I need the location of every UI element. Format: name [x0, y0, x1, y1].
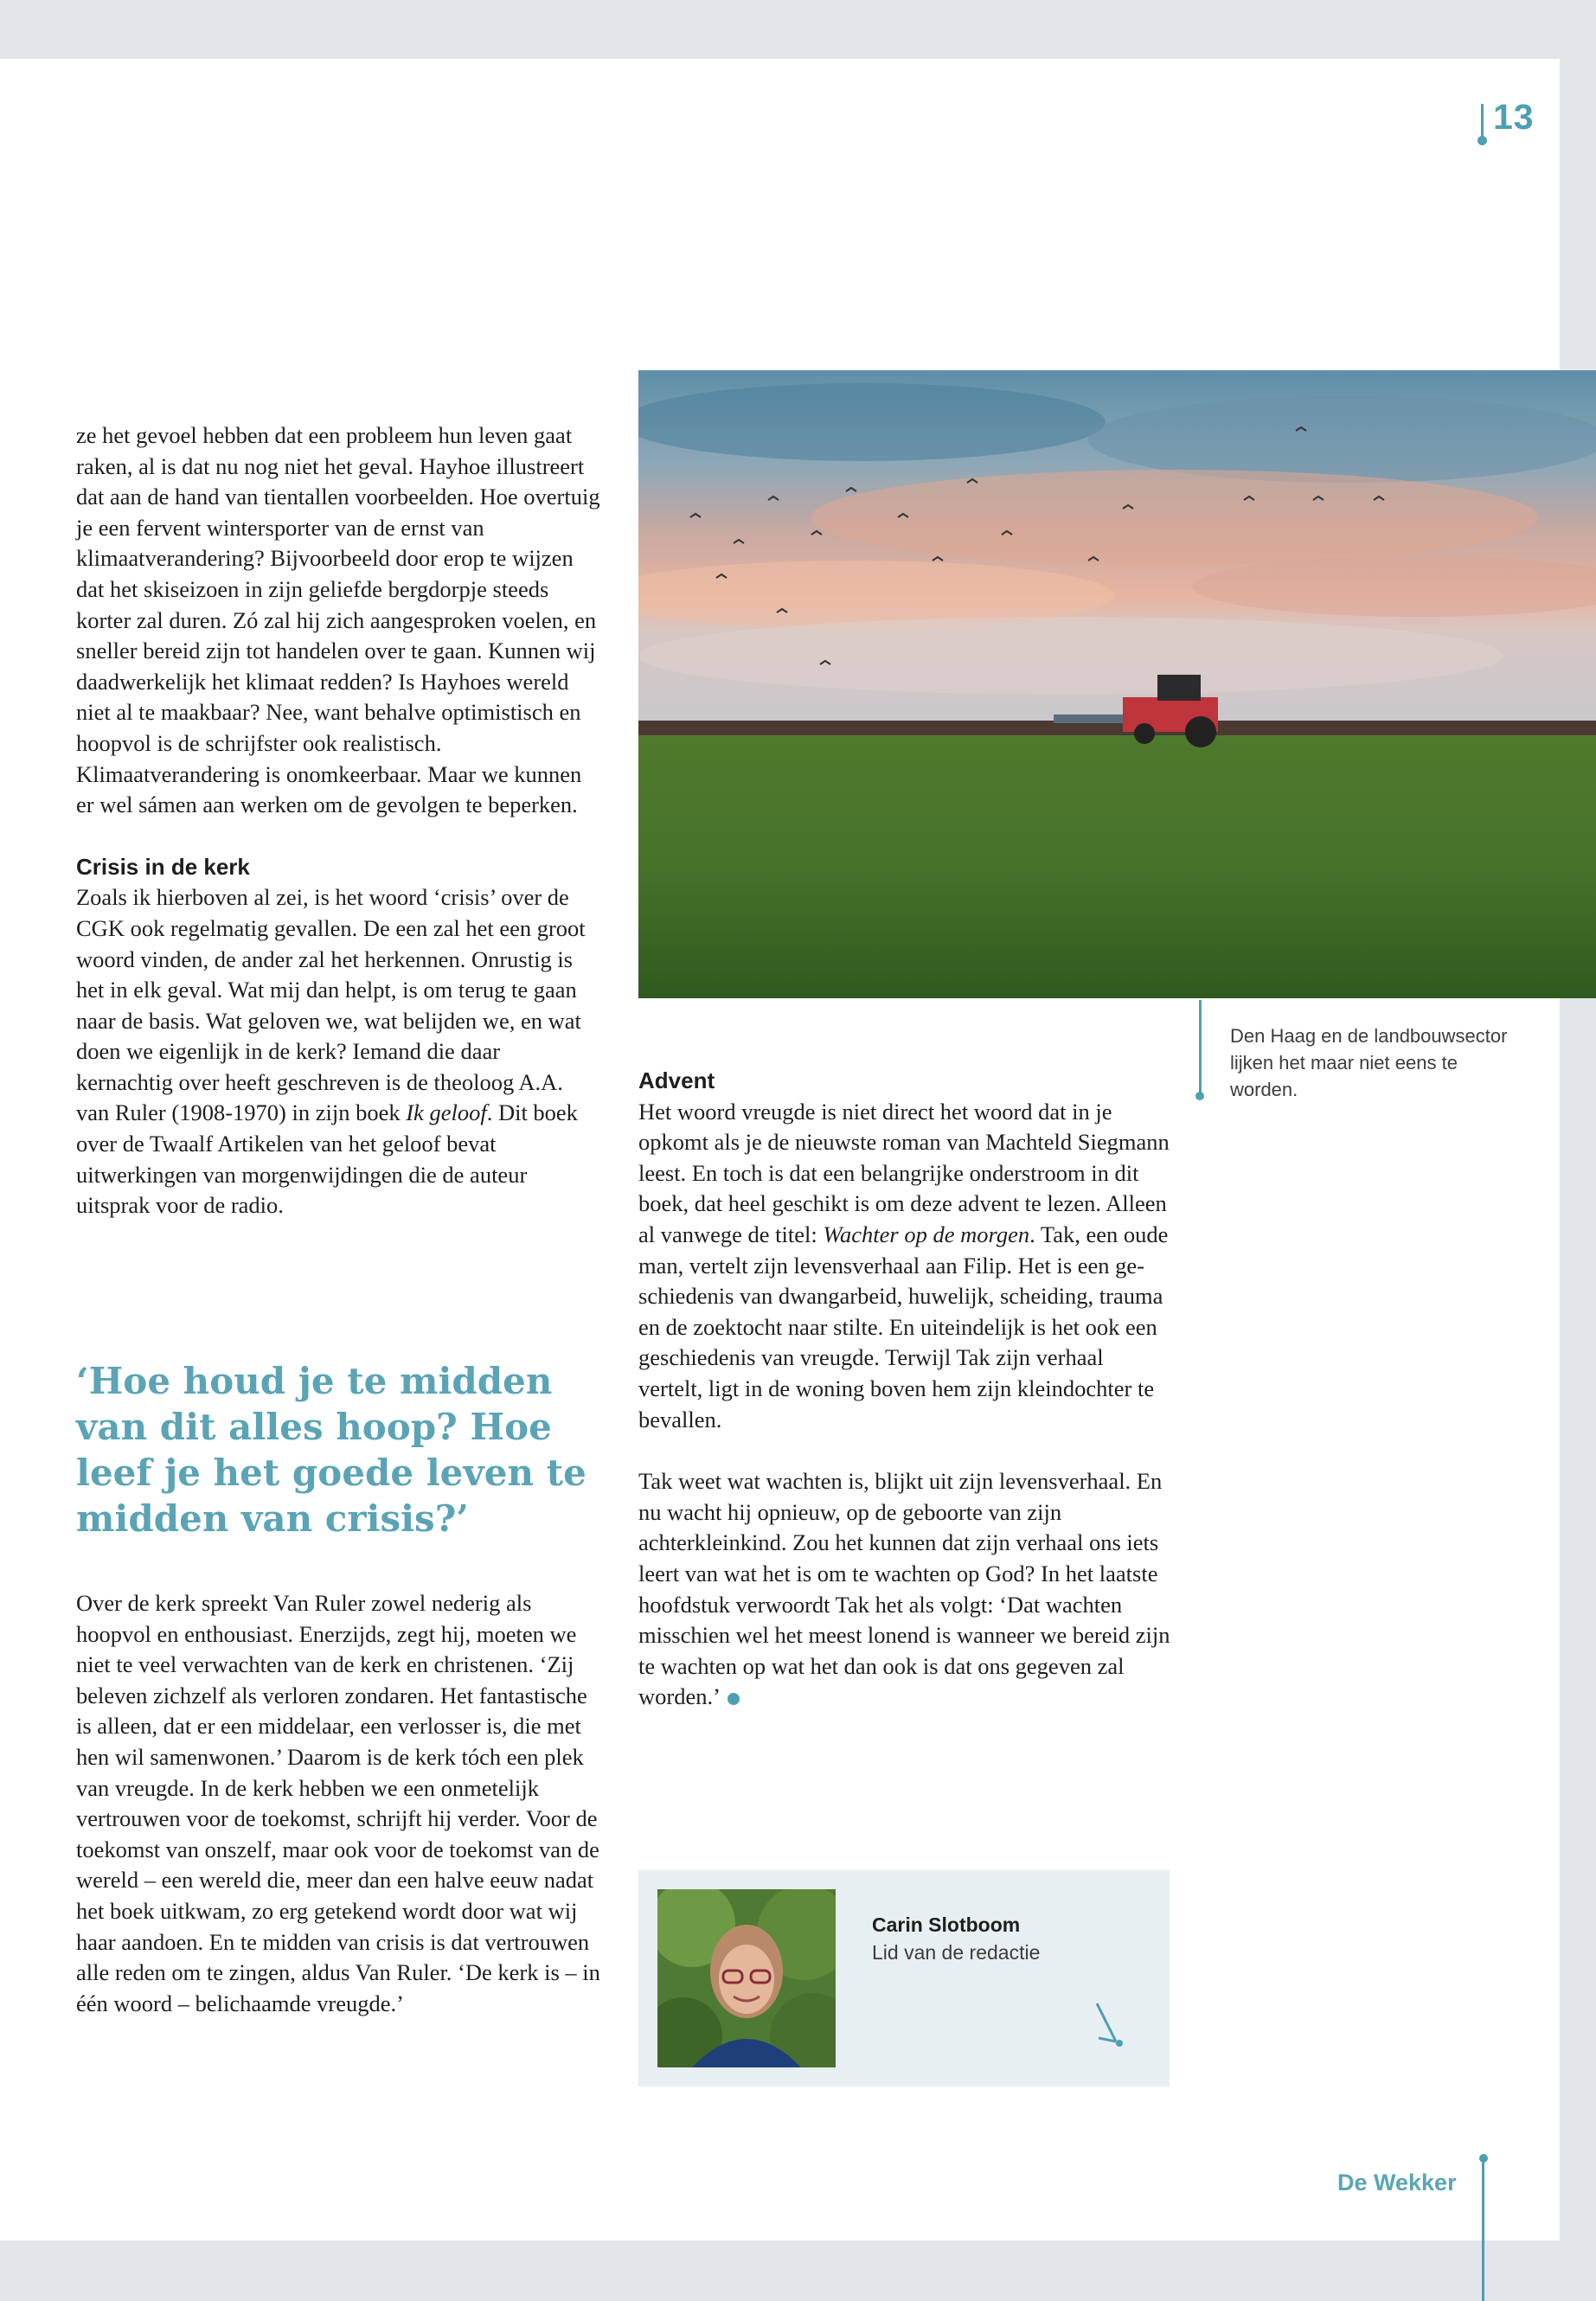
caption-line — [1199, 1000, 1202, 1097]
advent-paragraph: Het woord vreugde is niet direct het woord dat in je opkomt als je de nieuwste roman van Machteld Siegmann leest. En toch is dat een belangrijke onderstroom in dit boek, dat heel geschikt is om deze advent te lezen. Alleen al vanwege de titel: Wachter op de morgen. Tak, een oude man, vertelt zijn levensverhaal aan Filip. Het is een geschiedenis van dwangarbeid, huwelijk, scheiding, trauma en de zoektocht naar stilte. En uiteindelijk is het ook een geschiedenis van vreugde. Terwijl Tak zijn verhaal vertelt, ligt in de woning boven hem zijn kleindochter te bevallen. — [638, 1098, 1170, 1433]
end-mark-dot — [727, 1693, 740, 1705]
vanruler-paragraph: Over de kerk spreekt Van Ruler zowel nederig als hoopvol en enthousiast. Enerzijds, zegt hij, moeten we niet te veel verwachten van de kerk en christenen. ‘Zij beleven zichzelf als verloren zondaren. Het fantastische is alleen, dat er een middelaar, een verlosser is, die met hen wil samenwonen.’ Daarom is de kerk tóch een plek van vreugde. In de kerk hebben we een onmetelijk vertrouwen voor de toekomst, schrijft hij verder. Voor de toekomst van onszelf, maar ook voor de toekomst van de wereld – een wereld die, meer dan een halve eeuw nadat het boek uitkwam, zo erg getekend wordt door wat wij haar aandoen. En te midden van crisis is dat vertrouwen alle reden om te zingen, aldus Van Ruler. ‘De kerk is – in één woord – belichaamde vreugde.’ — [76, 1590, 600, 2016]
middle-column — [638, 1066, 1173, 1713]
author-box — [638, 1870, 1170, 2086]
magazine-name: De Wekker — [1337, 2170, 1457, 2195]
waiting-paragraph: Tak weet wat wachten is, blijkt uit zijn levensverhaal. En nu wacht hij opnieuw, op de geboorte van zijn achterkleinkind. Zou het kunnen dat zijn verhaal ons iets leert van wat het is om te wachten op God? In het laatste hoofdstuk verwoordt Tak het als volgt: ‘Dat wachten misschien wel het meest lonend is wanneer we bereid zijn te wachten op wat het dan ook is dat ons gegeven zal worden.’ — [638, 1468, 1170, 1710]
author-role: Lid van de redactie — [872, 1941, 1041, 1964]
caption-dot — [1195, 1092, 1204, 1100]
footer-line — [1482, 2159, 1484, 2301]
page-number-dot — [1477, 136, 1487, 145]
author-name: Carin Slotboom — [872, 1913, 1021, 1936]
pull-quote: ‘Hoe houd je te midden van dit alles hoop? Hoe leef je het goede leven te midden van crisis?’ — [76, 1360, 586, 1540]
photo-caption: Den Haag en de landbouwsector lijken het maar niet eens te worden. — [1230, 1025, 1508, 1100]
advent-heading: Advent — [638, 1067, 715, 1093]
novel-title: Wachter op de morgen — [823, 1221, 1030, 1247]
crisis-paragraph: Zoals ik hierboven al zei, is het woord ‘crisis’ over de CGK ook regelmatig gevallen. De een zal het een groot woord vinden, de ander zal het herkennen. Onrustig is het in elk geval. Wat mij dan helpt, is om terug te gaan naar de basis. Wat geloven we, wat belijden we, en wat doen we eigenlijk in de kerk? Iemand die daar kernachtig over heeft geschreven is de theoloog A.A. van Ruler (1908-1970) in zijn boek Ik geloof. Dit boek over de Twaalf Artikelen van het geloof bevat uitwerkingen van morgenwijdingen die de auteur uitsprak voor de radio. — [76, 884, 586, 1219]
intro-paragraph: ze het gevoel hebben dat een probleem hun leven gaat raken, al is dat nu nog niet het geval. Hayhoe illustreert dat aan de hand van tientallen voorbeelden. Hoe overtuig je een fervent wintersporter van de ernst van klimaatverandering? Bijvoorbeeld door erop te wijzen dat het skiseizoen in zijn geliefde bergdorpje steeds korter zal duren. Zó zal hij zich aangesproken voelen, en sneller bereid zijn tot handelen over te gaan. Kunnen wij daadwerkelijk het klimaat redden? Is Hayhoes wereld niet al te maakbaar? Nee, want behalve optimistisch en hoopvol is de schrijfster ook realistisch. Klimaatverandering is onomkeerbaar. Maar we kunnen er wel sámen aan werken om de gevolgen te beperken. — [76, 422, 600, 818]
left-column-bottom — [76, 1588, 600, 2019]
crisis-heading: Crisis in de kerk — [76, 853, 250, 880]
pen-mark-icon — [1093, 2000, 1128, 2052]
page-number: 13 — [1493, 97, 1535, 137]
left-column — [76, 420, 600, 1221]
book-title: Ik geloof — [406, 1099, 487, 1126]
author-photo — [657, 1889, 836, 2067]
tractor-field-photo — [638, 370, 1596, 998]
